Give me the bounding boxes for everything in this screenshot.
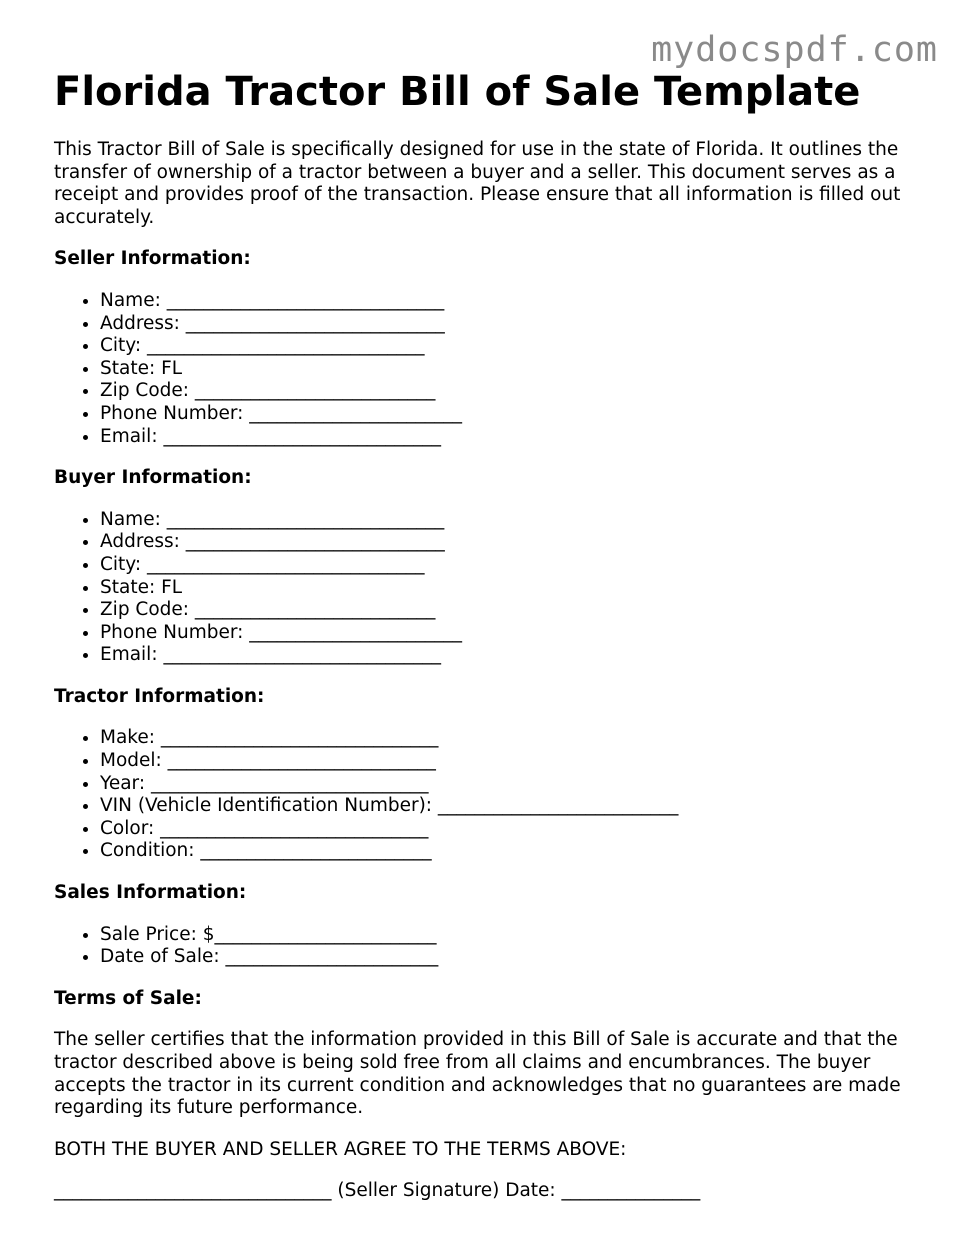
watermark: mydocspdf.com [651, 30, 938, 70]
seller-list [54, 290, 924, 448]
seller-phone-field: • Phone Number: _______________________ [100, 403, 924, 426]
tractor-vin-field: • VIN (Vehicle Identification Number): __________________________ [100, 795, 924, 818]
tractor-color-field: • Color: _____________________________ [100, 818, 924, 841]
seller-email-field: • Email: ______________________________ [100, 426, 924, 449]
terms-paragraph: The seller certifies that the information provided in this Bill of Sale is accurate and that the tractor described above is being sold free from all claims and encumbrances. The buyer accepts the tractor in its current condition and acknowledges that no guarantees are made regarding its future performance. [54, 1029, 901, 1119]
buyer-state-field: • State: FL [100, 577, 924, 600]
document-page [54, 68, 924, 1203]
seller-state-field: • State: FL [100, 358, 924, 381]
tractor-condition-field: • Condition: _________________________ [100, 840, 924, 863]
buyer-name-field: • Name: ______________________________ [100, 509, 924, 532]
buyer-address-field: • Address: ____________________________ [100, 531, 924, 554]
buyer-list [54, 509, 924, 667]
sale-price-field: • Sale Price: $________________________ [100, 924, 924, 947]
tractor-heading: Tractor Information: [54, 685, 265, 707]
tractor-year-field: • Year: ______________________________ [100, 773, 924, 796]
intro-paragraph: This Tractor Bill of Sale is specifically designed for use in the state of Florida. It outlines the transfer of ownership of a tractor between a buyer and a seller. This document serves as a receipt and provides proof of the transaction. Please ensure that all information is filled out accurately. [54, 139, 901, 228]
page-title: Florida Tractor Bill of Sale Template [54, 69, 861, 115]
seller-name-field: • Name: ______________________________ [100, 290, 924, 313]
tractor-make-field: • Make: ______________________________ [100, 727, 924, 750]
seller-address-field: • Address: ____________________________ [100, 313, 924, 336]
sales-heading: Sales Information: [54, 882, 247, 904]
seller-heading: Seller Information: [54, 248, 251, 270]
terms-heading: Terms of Sale: [54, 987, 202, 1009]
sales-list [54, 924, 924, 969]
buyer-phone-field: • Phone Number: _______________________ [100, 622, 924, 645]
seller-zip-field: • Zip Code: __________________________ [100, 380, 924, 403]
buyer-city-field: • City: ______________________________ [100, 554, 924, 577]
agreement-statement: BOTH THE BUYER AND SELLER AGREE TO THE TERMS ABOVE: [54, 1138, 627, 1160]
buyer-zip-field: • Zip Code: __________________________ [100, 599, 924, 622]
sale-date-field: • Date of Sale: _______________________ [100, 946, 924, 969]
buyer-heading: Buyer Information: [54, 467, 252, 489]
tractor-list [54, 727, 924, 863]
tractor-model-field: • Model: _____________________________ [100, 750, 924, 773]
seller-city-field: • City: ______________________________ [100, 335, 924, 358]
seller-signature-line: ______________________________ (Seller Signature) Date: _______________ [54, 1180, 701, 1202]
buyer-email-field: • Email: ______________________________ [100, 644, 924, 667]
